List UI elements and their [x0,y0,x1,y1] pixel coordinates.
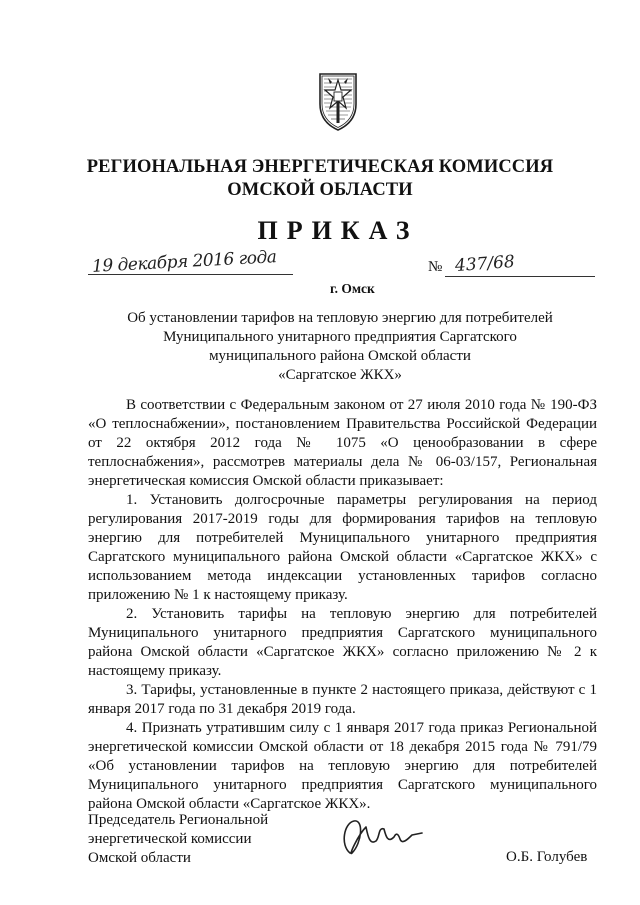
coat-of-arms-emblem [314,70,362,132]
order-item-1: 1. Установить долгосрочные параметры регулирования на период регулирования 2017-2019 годы для формирования тарифов на тепловую энергию для потребителей Муниципального унитарного предприятия Саргатского муниципального района Омской области «Саргатское ЖКХ» с использованием метода индексации установленных тарифов согласно приложению № 1 к настоящему приказу. [88,492,597,603]
subject-line: Муниципального унитарного предприятия Саргатского [163,329,517,345]
handwritten-number: 437/68 [454,251,516,277]
order-item-2: 2. Установить тарифы на тепловую энергию для потребителей Муниципального унитарного предприятия Саргатского муниципального района Омской области «Саргатское ЖКХ» согласно приложению № 2 к настоящему приказу. [88,606,597,679]
number-label: № [428,259,443,275]
date-underline [88,274,293,275]
handwritten-signature [336,815,426,860]
position-line: Омской области [88,850,191,866]
order-subject [80,309,600,385]
position-line: энергетической комиссии [88,831,252,847]
signatory-position [88,811,268,868]
order-item-4: 4. Признать утратившим силу с 1 января 2017 года приказ Региональной энергетической комиссии Омской области от 18 декабря 2015 года № 791/79 «Об установлении тарифов на тепловую энергию для потребителей Муниципального унитарного предприятия Саргатского муниципального района Омской области «Саргатское ЖКХ». [88,720,597,812]
document-title: ПРИКАЗ [257,216,419,245]
subject-line: муниципального района Омской области [209,348,471,364]
organization-name-line2: ОМСКОЙ ОБЛАСТИ [227,180,413,200]
subject-line: Об установлении тарифов на тепловую энергию для потребителей [127,310,553,326]
preamble-paragraph: В соответствии с Федеральным законом от 27 июля 2010 года № 190-ФЗ «О теплоснабжении», постановлением Правительства Российской Федерации от 22 октября 2012 года № 1075 «О ценообразовании в сфере теплоснабжения», рассмотрев материалы дела № 06-03/157, Региональная энергетическая комиссия Омской области приказывает: [88,397,597,489]
order-body [88,396,597,814]
position-line: Председатель Региональной [88,812,269,828]
subject-line: «Саргатское ЖКХ» [278,367,402,383]
signatory-name: О.Б. Голубев [506,849,588,865]
organization-name-line1: РЕГИОНАЛЬНАЯ ЭНЕРГЕТИЧЕСКАЯ КОМИССИЯ [86,157,554,177]
handwritten-date: 19 декабря 2016 года [91,247,277,277]
number-underline [445,276,595,277]
city-label: г. Омск [330,281,375,296]
order-item-3: 3. Тарифы, установленные в пункте 2 настоящего приказа, действуют с 1 января 2017 года по 31 декабря 2019 года. [88,682,597,717]
